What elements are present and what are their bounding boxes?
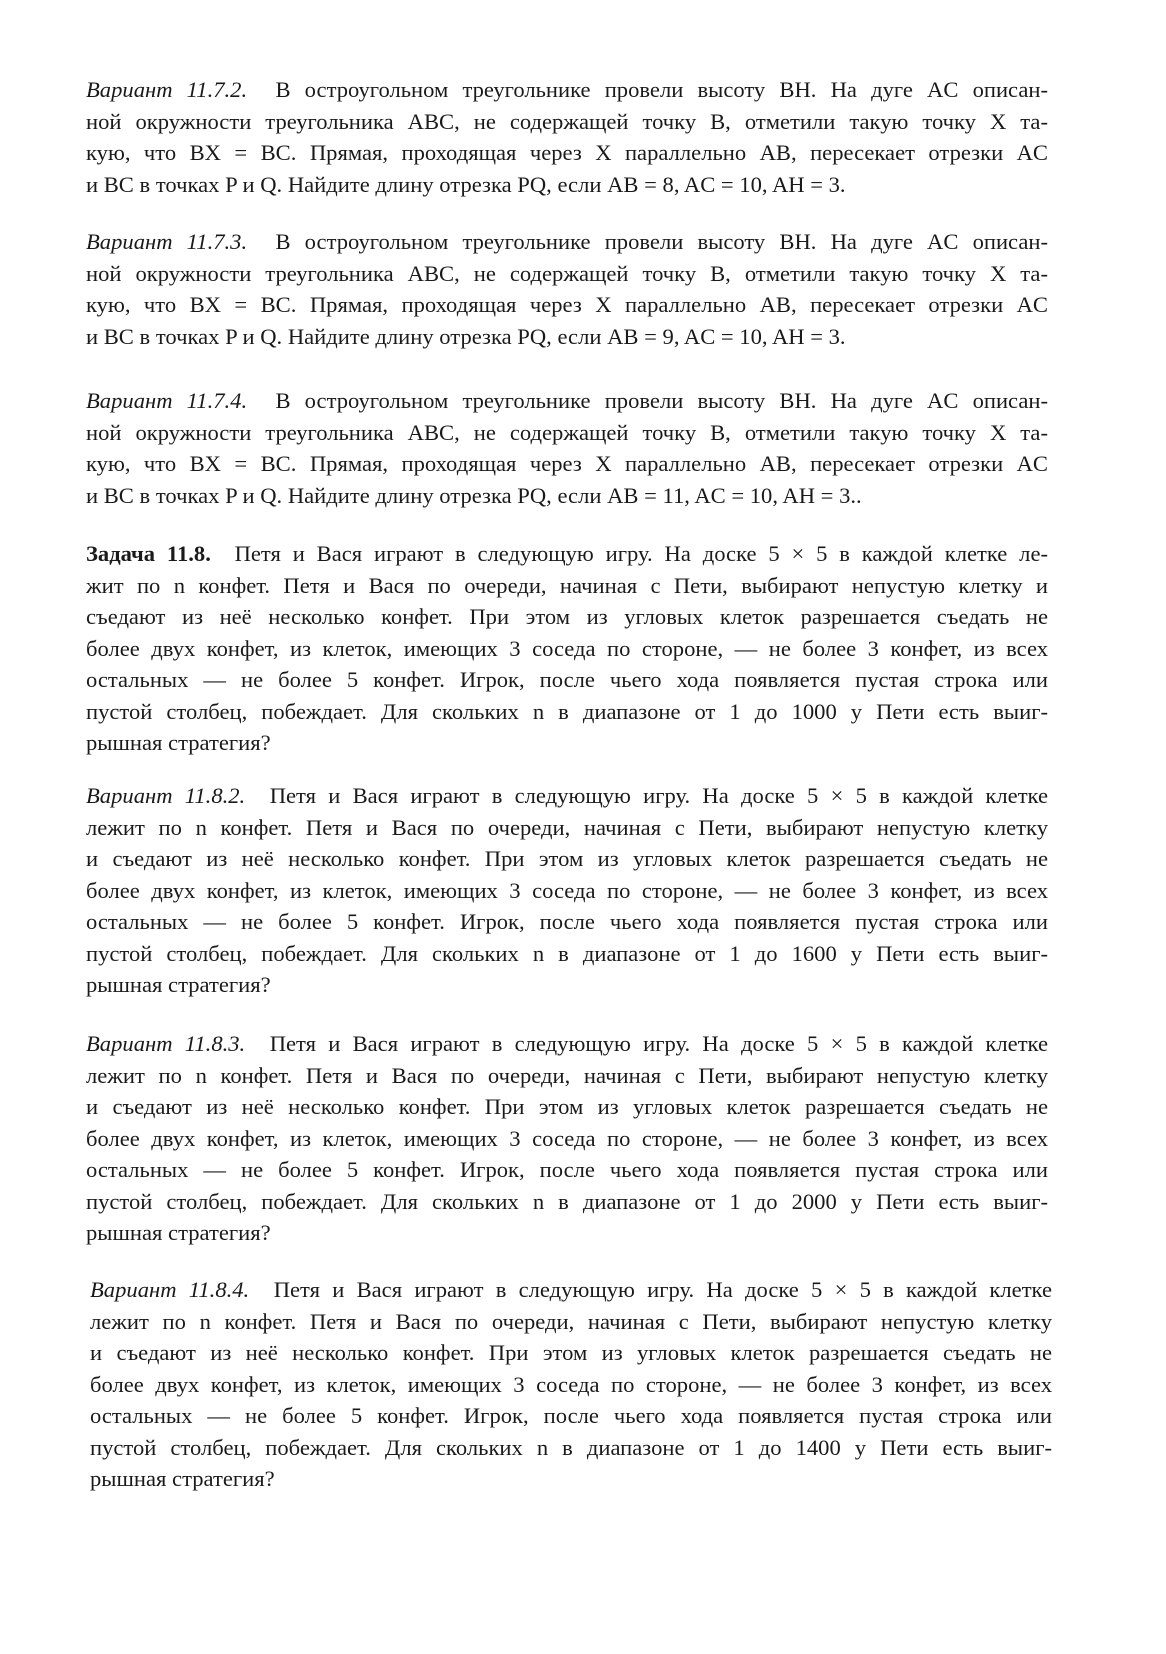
text-line: В остроугольном треугольнике провели высоту BH. На дуге AC описан- [275, 388, 1048, 413]
text-line: съедают из неё несколько конфет. При этом из угловых клеток разрешается съедать не [86, 604, 1048, 629]
variant-label: Вариант 11.8.2. [86, 783, 246, 808]
text-line: и BC в точках P и Q. Найдите длину отрезка PQ, если AB = 11, AC = 10, AH = 3.. [86, 482, 862, 508]
text-line: Петя и Вася играют в следующую игру. На доске 5 × 5 в каждой клетке [269, 783, 1049, 808]
problem-label: Задача 11.8. [86, 541, 211, 566]
text-line: В остроугольном треугольнике провели высоту BH. На дуге AC описан- [275, 229, 1048, 254]
text-line: рышная стратегия? [86, 972, 271, 997]
text-line: и съедают из неё несколько конфет. При этом из угловых клеток разрешается съедать не [86, 1094, 1048, 1119]
text-line: кую, что BX = BC. Прямая, проходящая через X параллельно AB, пересекает отрезки AC [86, 140, 1048, 165]
text-line: ной окружности треугольника ABC, не содержащей точку B, отметили такую точку X та- [86, 260, 1048, 286]
text-line: ной окружности треугольника ABC, не содержащей точку B, отметили такую точку X та- [86, 108, 1048, 134]
text-line: и съедают из неё несколько конфет. При этом из угловых клеток разрешается съедать не [86, 846, 1048, 871]
text-line: В остроугольном треугольнике провели высоту BH. На дуге AC описан- [275, 77, 1048, 102]
variant-label: Вариант 11.8.4. [90, 1277, 250, 1302]
problem-11-8 [86, 538, 1048, 759]
text-line: остальных — не более 5 конфет. Игрок, после чьего хода появляется пустая строка или [86, 1157, 1048, 1182]
text-line: остальных — не более 5 конфет. Игрок, после чьего хода появляется пустая строка или [86, 667, 1048, 692]
text-line: и BC в точках P и Q. Найдите длину отрезка PQ, если AB = 8, AC = 10, AH = 3. [86, 171, 846, 197]
text-line: кую, что BX = BC. Прямая, проходящая через X параллельно AB, пересекает отрезки AC [86, 451, 1048, 476]
text-line: и BC в точках P и Q. Найдите длину отрезка PQ, если AB = 9, AC = 10, AH = 3. [86, 323, 846, 349]
text-line: Петя и Вася играют в следующую игру. На доске 5 × 5 в каждой клетке [273, 1277, 1053, 1302]
text-line: пустой столбец, побеждает. Для скольких n в диапазоне от 1 до 1000 у Пети есть выиг- [86, 698, 1048, 724]
text-line: пустой столбец, побеждает. Для скольких n в диапазоне от 1 до 1400 у Пети есть выиг- [90, 1434, 1052, 1460]
text-line: лежит по n конфет. Петя и Вася по очереди, начиная с Пети, выбирают непустую клетку [86, 814, 1048, 840]
variant-11-7-3 [86, 226, 1048, 352]
text-line: рышная стратегия? [86, 1220, 271, 1245]
text-line: лежит по n конфет. Петя и Вася по очереди, начиная с Пети, выбирают непустую клетку [86, 1062, 1048, 1088]
variant-label: Вариант 11.7.4. [86, 388, 248, 413]
text-line: более двух конфет, из клеток, имеющих 3 соседа по стороне, — не более 3 конфет, из всех [86, 635, 1048, 661]
text-line: жит по n конфет. Петя и Вася по очереди, начиная с Пети, выбирают непустую клетку и [86, 572, 1048, 598]
text-line: Петя и Вася играют в следующую игру. На доске 5 × 5 в каждой клетке [269, 1031, 1049, 1056]
variant-label: Вариант 11.7.2. [86, 77, 248, 102]
variant-label: Вариант 11.8.3. [86, 1031, 246, 1056]
variant-11-8-3 [86, 1028, 1048, 1249]
text-line: остальных — не более 5 конфет. Игрок, после чьего хода появляется пустая строка или [90, 1403, 1052, 1428]
text-line: остальных — не более 5 конфет. Игрок, после чьего хода появляется пустая строка или [86, 909, 1048, 934]
text-line: более двух конфет, из клеток, имеющих 3 соседа по стороне, — не более 3 конфет, из всех [86, 877, 1048, 903]
text-line: рышная стратегия? [86, 730, 271, 755]
text-line: Петя и Вася играют в следующую игру. На доске 5 × 5 в каждой клетке ле- [234, 541, 1049, 566]
variant-11-8-4 [90, 1274, 1052, 1495]
variant-11-7-4 [86, 385, 1048, 511]
variant-11-8-2 [86, 780, 1048, 1001]
text-line: более двух конфет, из клеток, имеющих 3 соседа по стороне, — не более 3 конфет, из всех [90, 1371, 1052, 1397]
text-line: ной окружности треугольника ABC, не содержащей точку B, отметили такую точку X та- [86, 419, 1048, 445]
variant-label: Вариант 11.7.3. [86, 229, 248, 254]
text-line: кую, что BX = BC. Прямая, проходящая через X параллельно AB, пересекает отрезки AC [86, 292, 1048, 317]
variant-11-7-2 [86, 74, 1048, 200]
text-line: лежит по n конфет. Петя и Вася по очереди, начиная с Пети, выбирают непустую клетку [90, 1308, 1052, 1334]
text-line: более двух конфет, из клеток, имеющих 3 соседа по стороне, — не более 3 конфет, из всех [86, 1125, 1048, 1151]
text-line: пустой столбец, побеждает. Для скольких n в диапазоне от 1 до 1600 у Пети есть выиг- [86, 940, 1048, 966]
text-line: и съедают из неё несколько конфет. При этом из угловых клеток разрешается съедать не [90, 1340, 1052, 1365]
text-line: пустой столбец, побеждает. Для скольких n в диапазоне от 1 до 2000 у Пети есть выиг- [86, 1188, 1048, 1214]
text-line: рышная стратегия? [90, 1466, 275, 1491]
